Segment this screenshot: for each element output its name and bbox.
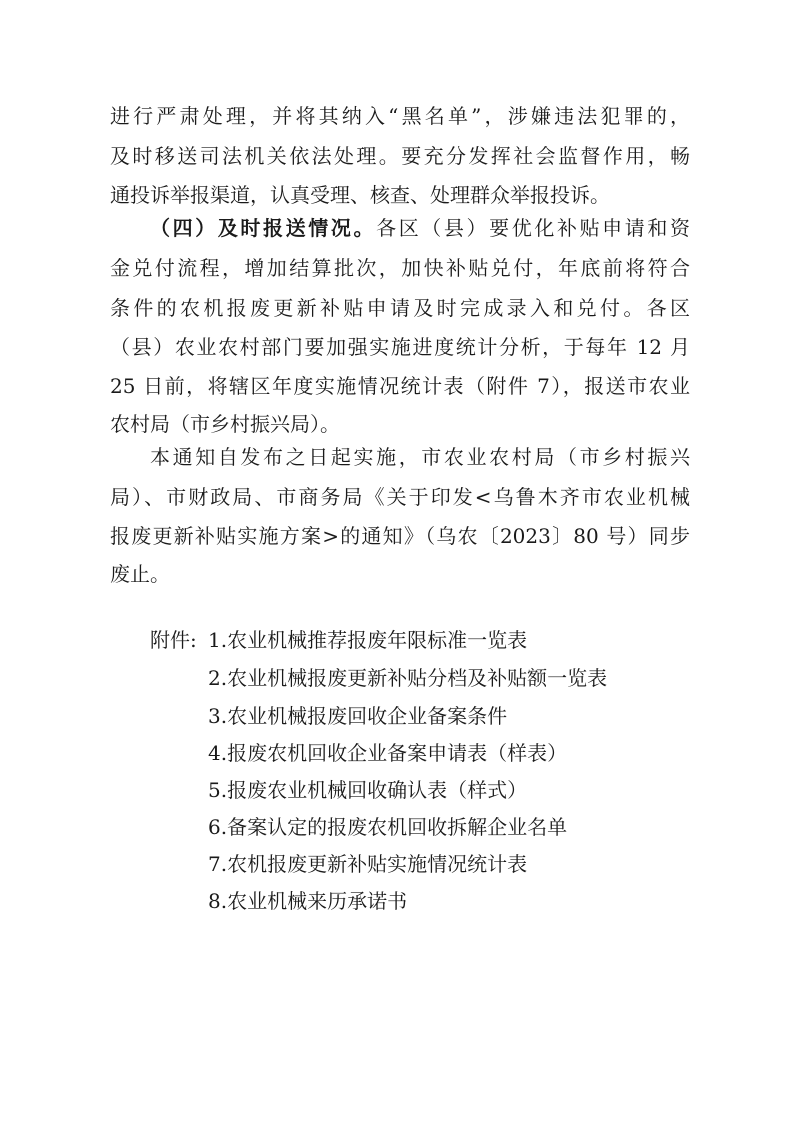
paragraph-2-line-3: 条件的农机报废更新补贴申请及时完成录入和兑付。各区	[110, 296, 690, 320]
attachment-item-5: 5.报废农业机械回收确认表（样式）	[208, 778, 528, 802]
attachments-label: 附件:	[150, 628, 197, 652]
paragraph-2-line-1-text: 各区（县）要优化补贴申请和资	[376, 216, 691, 240]
paragraph-2-line-5: 25 日前，将辖区年度实施情况统计表（附件 7），报送市农业	[110, 374, 690, 398]
paragraph-3-line-3: 报废更新补贴实施方案>的通知》（乌农〔2023〕80 号）同步	[110, 524, 690, 548]
paragraph-2-line-4: （县）农业农村部门要加强实施进度统计分析，于每年 12 月	[110, 335, 690, 359]
paragraph-3-line-2: 局）、市财政局、市商务局《关于印发<乌鲁木齐市农业机械	[110, 485, 690, 509]
section-heading: （四）及时报送情况。	[150, 216, 377, 240]
attachment-item-6: 6.备案认定的报废农机回收拆解企业名单	[208, 815, 568, 839]
attachment-item-3: 3.农业机械报废回收企业备案条件	[208, 704, 508, 728]
paragraph-2-line-6: 农村局（市乡村振兴局）。	[110, 412, 340, 436]
paragraph-1-line-1: 进行严肃处理，并将其纳入“黑名单”，涉嫌违法犯罪的，	[110, 104, 690, 128]
attachment-item-1: 1.农业机械推荐报废年限标准一览表	[208, 628, 528, 652]
attachment-item-4: 4.报废农机回收企业备案申请表（样表）	[208, 741, 568, 765]
paragraph-2-line-2: 金兑付流程，增加结算批次，加快补贴兑付，年底前将符合	[110, 256, 690, 280]
attachment-item-2: 2.农业机械报废更新补贴分档及补贴额一览表	[208, 666, 608, 690]
paragraph-2-line-1	[150, 216, 690, 240]
paragraph-3-line-1: 本通知自发布之日起实施，市农业农村局（市乡村振兴	[150, 445, 690, 469]
attachment-item-8: 8.农业机械来历承诺书	[208, 889, 408, 913]
paragraph-1-line-2: 及时移送司法机关依法处理。要充分发挥社会监督作用，畅	[110, 144, 690, 168]
paragraph-1-line-3: 通投诉举报渠道，认真受理、核查、处理群众举报投诉。	[110, 183, 610, 207]
attachment-item-7: 7.农机报废更新补贴实施情况统计表	[208, 852, 528, 876]
paragraph-3-line-4: 废止。	[110, 562, 170, 586]
